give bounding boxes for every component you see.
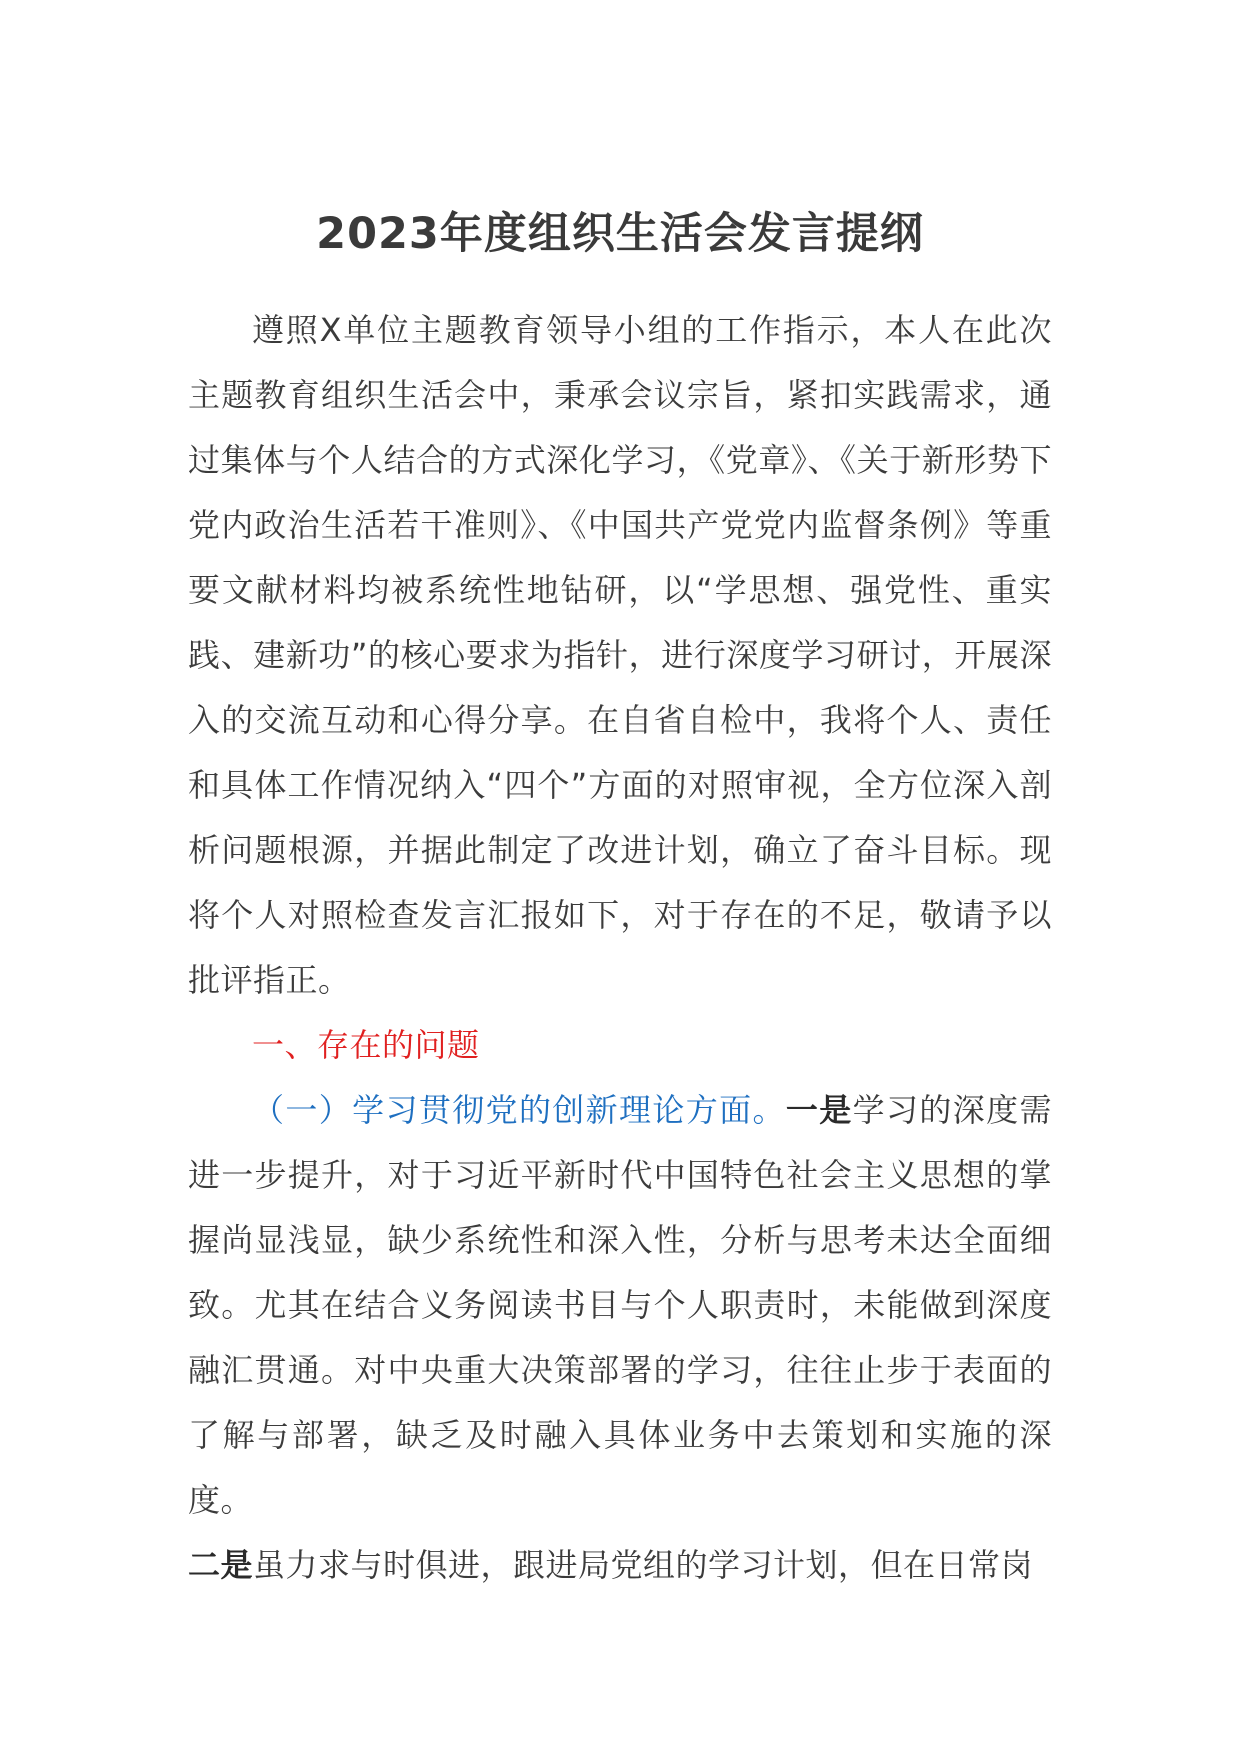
point-text-second: 虽力求与时俱进，跟进局党组的学习计划，但在日常岗 <box>253 1546 1034 1584</box>
document-title: 2023年度组织生活会发言提纲 <box>316 209 924 259</box>
point-label-first: 一是 <box>785 1091 853 1129</box>
subsection-heading-theory-study: （一）学习贯彻党的创新理论方面。 <box>252 1091 786 1129</box>
point-label-second: 二是 <box>188 1546 254 1584</box>
section-heading-problems: 一、存在的问题 <box>252 1026 480 1064</box>
document-body <box>188 298 1052 1598</box>
intro-paragraph: 遵照X单位主题教育领导小组的工作指示，本人在此次主题教育组织生活会中，秉承会议宗旨，紧扣实践需求，通过集体与个人结合的方式深化学习，《党章》、《关于新形势下党内政治生活若干准则》、《中国共产党党内监督条例》等重要文献材料均被系统性地钻研，以“学思想、强党性、重实践、建新功”的核心要求为指针，进行深度学习研讨，开展深入的交流互动和心得分享。在自省自检中，我将个人、责任和具体工作情况纳入“四个”方面的对照审视，全方位深入剖析问题根源，并据此制定了改进计划，确立了奋斗目标。现将个人对照检查发言汇报如下，对于存在的不足，敬请予以批评指正。 <box>188 311 1052 999</box>
problem-paragraph-2 <box>188 1533 1052 1598</box>
point-text-first: 学习的深度需进一步提升，对于习近平新时代中国特色社会主义思想的掌握尚显浅显，缺少系统性和深入性，分析与思考未达全面细致。尤其在结合义务阅读书目与个人职责时，未能做到深度融汇贯通。对中央重大决策部署的学习，往往止步于表面的了解与部署，缺乏及时融入具体业务中去策划和实施的深度。 <box>188 1091 1052 1519</box>
problem-paragraph-1 <box>188 1078 1052 1533</box>
